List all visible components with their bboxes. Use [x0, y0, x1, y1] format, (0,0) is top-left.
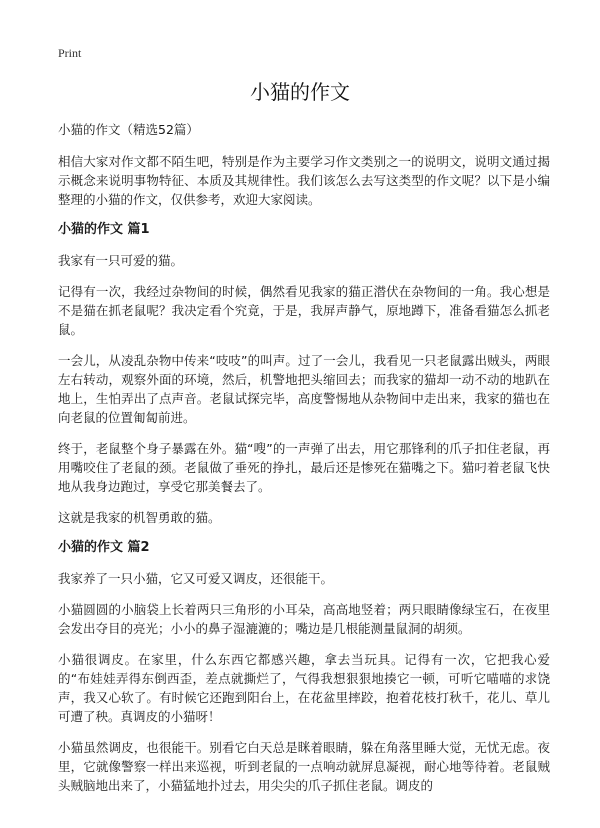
paragraph: 终于，老鼠整个身子暴露在外。猫“嗖”的一声弹了出去，用它那锋利的爪子扣住老鼠，再用嘴咬住了老鼠的颈。老鼠做了垂死的挣扎，最后还是惨死在猫嘴之下。猫叼着老鼠飞快地从我身边跑过，享受它那美餐去了。 [58, 441, 550, 494]
paragraph: 这就是我家的机智勇敢的猫。 [58, 510, 221, 525]
paragraph: 小猫圆圆的小脑袋上长着两只三角形的小耳朵，高高地竖着；两只眼睛像绿宝石，在夜里会发出夺目的亮光；小小的鼻子湿漉漉的；嘴边是几根能测量鼠洞的胡须。 [58, 602, 550, 636]
section-heading: 小猫的作文 篇2 [58, 540, 150, 555]
page-title: 小猫的作文 [250, 80, 350, 104]
section-heading: 小猫的作文 篇1 [58, 222, 150, 237]
section-1 [58, 221, 550, 527]
paragraph: 小猫很调皮。在家里，什么东西它都感兴趣，拿去当玩具。记得有一次，它把我心爱的“布娃娃弄得东倒西歪，差点就撕烂了，气得我想狠狠地揍它一顿，可听它喵喵的求饶声，我又心软了。有时候它还跑到阳台上，在花盆里摔跤，抱着花枝打秋千，花儿、草儿可遭了秧。真调皮的小猫呀！ [58, 652, 550, 724]
print-link[interactable]: Print [58, 46, 82, 60]
paragraph: 小猫虽然调皮，也很能干。别看它白天总是眯着眼睛，躲在角落里睡大觉，无忧无虑。夜里，它就像警察一样出来巡视，听到老鼠的一点响动就屏息凝视，耐心地等待着。老鼠贼头贼脑地出来了，小猫猛地扑过去，用尖尖的爪子抓住老鼠。调皮的 [58, 740, 550, 793]
article-body [58, 122, 550, 807]
intro-paragraph: 相信大家对作文都不陌生吧，特别是作为主要学习作文类别之一的说明文，说明文通过揭示概念来说明事物特征、本质及其规律性。我们该怎么去写这类型的作文呢？以下是小编整理的小猫的作文，仅供参考，欢迎大家阅读。 [58, 154, 550, 207]
paragraph: 我家有一只可爱的猫。 [58, 253, 184, 268]
paragraph: 一会儿，从凌乱杂物中传来“吱吱”的叫声。过了一会儿，我看见一只老鼠露出贼头，两眼左右转动，观察外面的环境，然后，机警地把头缩回去；而我家的猫却一动不动的地趴在地上，生怕弄出了点声音。老鼠试探完毕，高度警惕地从杂物间中走出来，我家的猫也在向老鼠的位置匍匐前进。 [58, 353, 550, 425]
section-2 [58, 539, 550, 795]
paragraph: 记得有一次，我经过杂物间的时候，偶然看见我家的猫正潜伏在杂物间的一角。我心想是不是猫在抓老鼠呢？我决定看个究竟，于是，我屏声静气，原地蹲下，准备看猫怎么抓老鼠。 [58, 284, 550, 337]
paragraph: 我家养了一只小猫，它又可爱又调皮，还很能干。 [58, 571, 334, 586]
article-subtitle: 小猫的作文（精选52篇） [58, 122, 199, 137]
